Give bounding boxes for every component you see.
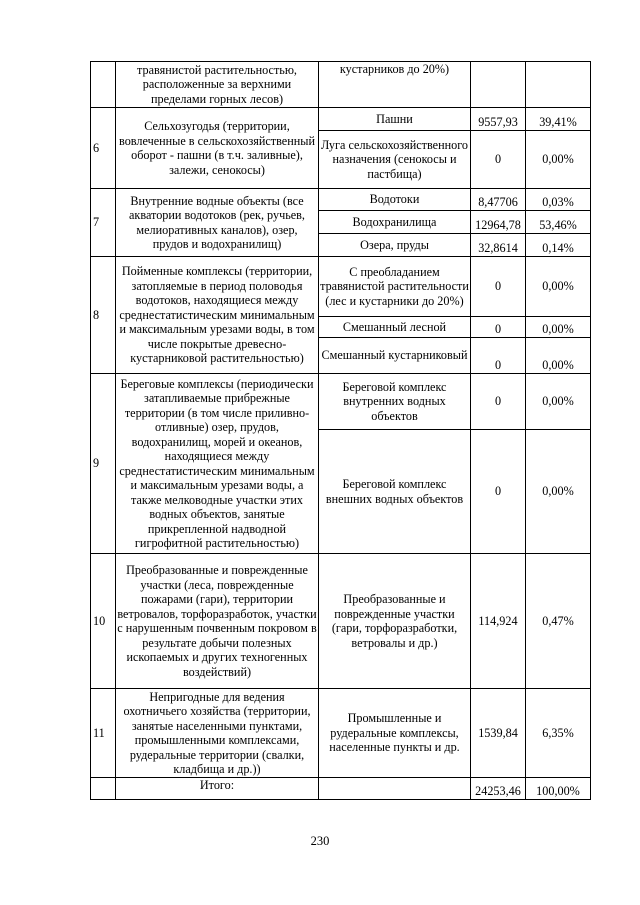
table-row <box>91 689 591 778</box>
percent-cell: 0,00% <box>526 257 591 317</box>
area-cell: 0 <box>471 317 526 338</box>
category-cell: травянистой растительностью, расположенные за верхними пределами горных лесов) <box>116 62 319 108</box>
category-cell: Внутренние водные объекты (все акватории водотоков (рек, ручьев, мелиоративных каналов), озер, прудов и водохранилищ) <box>116 189 319 257</box>
table-row <box>91 62 591 108</box>
row-number: 8 <box>91 257 116 374</box>
area-cell: 9557,93 <box>471 108 526 131</box>
percent-cell: 0,14% <box>526 234 591 257</box>
subcategory-cell: Озера, пруды <box>319 234 471 257</box>
subcategory-cell: Смешанный лесной <box>319 317 471 338</box>
category-cell: Преобразованные и поврежденные участки (леса, поврежденные пожарами (гари), территории ветровалов, торфоразработок, участки с нарушенным почвенным покровом в результате добычи полезных ископаемых и других техногенных воздействий) <box>116 554 319 689</box>
area-table <box>90 61 591 800</box>
subcategory-cell: Водохранилища <box>319 211 471 234</box>
subcategory-cell: Пашни <box>319 108 471 131</box>
subcategory-cell: кустарников до 20%) <box>319 62 471 108</box>
area-cell: 0 <box>471 257 526 317</box>
subcategory-cell: Смешанный кустарниковый <box>319 338 471 374</box>
page-number: 230 <box>310 834 330 848</box>
area-cell: 114,924 <box>471 554 526 689</box>
subcategory-cell: С преобладанием травянистой растительности (лес и кустарники до 20%) <box>319 257 471 317</box>
area-cell: 1539,84 <box>471 689 526 778</box>
subcategory-cell: Береговой комплекс внутренних водных объектов <box>319 374 471 430</box>
percent-cell: 0,00% <box>526 131 591 189</box>
category-cell: Береговые комплексы (периодически затапливаемые прибрежные территории (в том числе приливно-отливные) озер, прудов, водохранилищ, морей и океанов, находящиеся между среднестатистическим минимальным и максимальным урезами воды, а также мелководные участки этих водных объектов, занятые прикрепленной надводной гигрофитной растительностью) <box>116 374 319 554</box>
percent-cell: 39,41% <box>526 108 591 131</box>
percent-cell: 6,35% <box>526 689 591 778</box>
area-cell: 0 <box>471 338 526 374</box>
percent-cell: 0,00% <box>526 374 591 430</box>
percent-cell <box>526 62 591 108</box>
table-row <box>91 189 591 211</box>
row-number <box>91 778 116 800</box>
row-number: 6 <box>91 108 116 189</box>
percent-cell: 0,00% <box>526 338 591 374</box>
subcategory-cell: Преобразованные и поврежденные участки (гари, торфоразработки, ветровалы и др.) <box>319 554 471 689</box>
category-cell: Непригодные для ведения охотничьего хозяйства (территории, занятые населенными пунктами, промышленными комплексами, рудеральные территории (свалки, кладбища и др.)) <box>116 689 319 778</box>
row-number: 10 <box>91 554 116 689</box>
total-label: Итого: <box>116 778 319 800</box>
total-row <box>91 778 591 800</box>
percent-cell: 0,00% <box>526 430 591 554</box>
area-cell: 12964,78 <box>471 211 526 234</box>
total-area: 24253,46 <box>471 778 526 800</box>
table-row <box>91 108 591 131</box>
area-cell: 32,8614 <box>471 234 526 257</box>
area-cell <box>471 62 526 108</box>
subcategory-cell: Луга сельскохозяйственного назначения (сенокосы и пастбища) <box>319 131 471 189</box>
row-number <box>91 62 116 108</box>
subcategory-cell: Промышленные и рудеральные комплексы, населенные пункты и др. <box>319 689 471 778</box>
area-cell: 0 <box>471 374 526 430</box>
category-cell: Пойменные комплексы (территории, затопляемые в период половодья водотоков, находящиеся между среднестатистическим минимальным и максимальным урезами воды, в том числе покрытые древесно-кустарниковой растительностью) <box>116 257 319 374</box>
percent-cell: 0,03% <box>526 189 591 211</box>
percent-cell: 0,47% <box>526 554 591 689</box>
row-number: 9 <box>91 374 116 554</box>
percent-cell: 0,00% <box>526 317 591 338</box>
category-cell: Сельхозугодья (территории, вовлеченные в сельскохозяйственный оборот - пашни (в т.ч. заливные), залежи, сенокосы) <box>116 108 319 189</box>
table-row <box>91 554 591 689</box>
area-cell: 0 <box>471 131 526 189</box>
table-row <box>91 374 591 430</box>
table-body <box>91 62 591 800</box>
area-cell: 8,47706 <box>471 189 526 211</box>
subcategory-cell: Водотоки <box>319 189 471 211</box>
subcategory-cell: Береговой комплекс внешних водных объектов <box>319 430 471 554</box>
row-number: 7 <box>91 189 116 257</box>
area-cell: 0 <box>471 430 526 554</box>
total-percent: 100,00% <box>526 778 591 800</box>
row-number: 11 <box>91 689 116 778</box>
percent-cell: 53,46% <box>526 211 591 234</box>
subcategory-cell <box>319 778 471 800</box>
table-row <box>91 257 591 317</box>
